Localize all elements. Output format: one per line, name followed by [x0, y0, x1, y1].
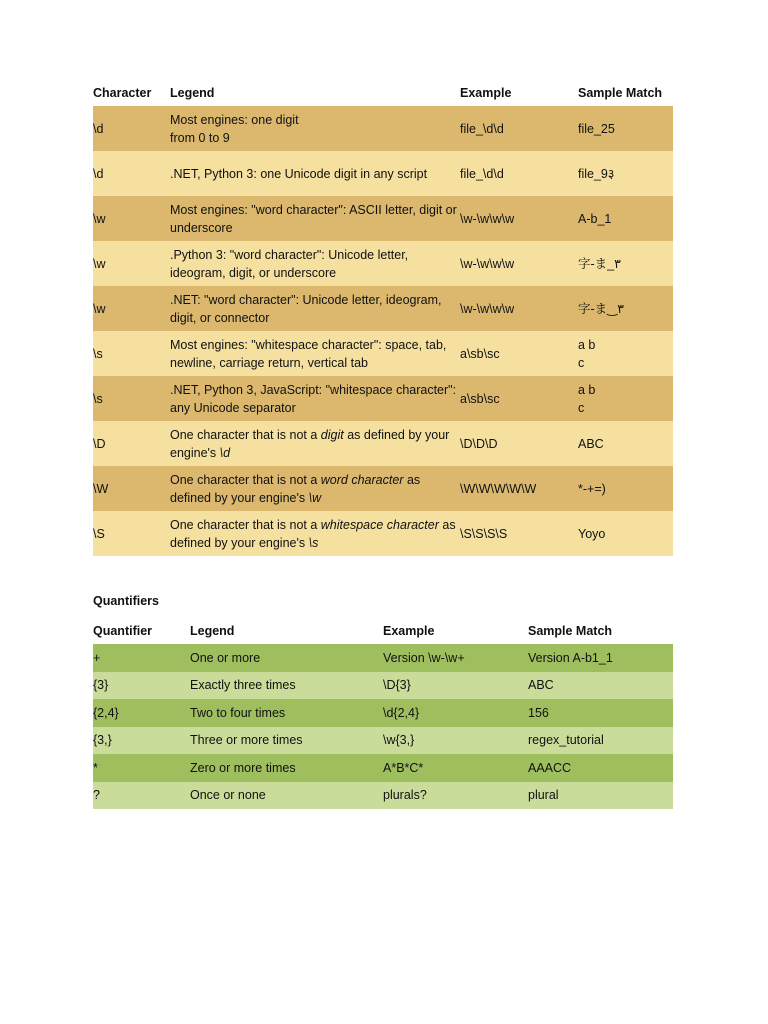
- sample-match-cell: Yoyo: [578, 526, 606, 541]
- quantifier-cell: {3}: [93, 678, 109, 693]
- table-row: [93, 782, 673, 810]
- sample-match-cell: ABC: [578, 436, 604, 451]
- legend-cell: .NET, Python 3, JavaScript: "whitespace character": any Unicode separator: [170, 382, 457, 415]
- example-cell: A*B*C*: [383, 760, 424, 775]
- example-cell: \D\D\D: [460, 436, 498, 451]
- example-cell: \S\S\S\S: [460, 526, 508, 541]
- legend-cell: One character that is not a whitespace character as defined by your engine's \s: [170, 517, 456, 550]
- header-character: Character: [93, 86, 152, 100]
- table-row: [93, 286, 673, 331]
- character-cell: \s: [93, 391, 103, 406]
- table-row: [93, 376, 673, 421]
- sample-match-cell: 156: [528, 705, 549, 720]
- sample-match-cell: plural: [528, 788, 559, 803]
- sample-match-cell: a b c: [578, 337, 596, 370]
- legend-cell: Three or more times: [190, 733, 303, 748]
- sample-match-cell: regex_tutorial: [528, 733, 604, 748]
- header-sample-match: Sample Match: [528, 624, 613, 638]
- legend-cell: .Python 3: "word character": Unicode letter, ideogram, digit, or underscore: [170, 247, 409, 280]
- table-row: [93, 151, 673, 196]
- header-legend: Legend: [170, 86, 215, 100]
- table-row: [93, 727, 673, 755]
- legend-cell: Once or none: [190, 788, 266, 803]
- sample-match-cell: 字-ま‿۳: [578, 301, 624, 316]
- character-cell: \w: [93, 211, 106, 226]
- quantifiers-title: Quantifiers: [93, 594, 159, 608]
- character-cell: \d: [93, 166, 104, 181]
- header-example: Example: [460, 86, 512, 100]
- example-cell: \d{2,4}: [383, 705, 420, 720]
- sample-match-cell: AAACC: [528, 760, 572, 775]
- character-class-table: [93, 80, 673, 556]
- table-row: [93, 644, 673, 672]
- example-cell: a\sb\sc: [460, 346, 500, 361]
- table-row: [93, 466, 673, 511]
- table-row: [93, 421, 673, 466]
- legend-cell: .NET: "word character": Unicode letter, ideogram, digit, or connector: [170, 292, 442, 325]
- sample-match-cell: file_25: [578, 121, 615, 136]
- quantifier-cell: {2,4}: [93, 705, 119, 720]
- character-cell: \w: [93, 301, 106, 316]
- example-cell: file_\d\d: [460, 166, 504, 181]
- character-cell: \s: [93, 346, 103, 361]
- table-header-row: [93, 618, 673, 644]
- quantifier-cell: *: [93, 760, 98, 775]
- quantifier-cell: {3,}: [93, 733, 112, 748]
- header-quantifier: Quantifier: [93, 624, 153, 638]
- header-legend: Legend: [190, 624, 235, 638]
- legend-cell: Two to four times: [190, 705, 286, 720]
- character-cell: \D: [93, 436, 106, 451]
- example-cell: a\sb\sc: [460, 391, 500, 406]
- header-example: Example: [383, 624, 435, 638]
- legend-cell: .NET, Python 3: one Unicode digit in any script: [170, 166, 428, 181]
- header-sample-match: Sample Match: [578, 86, 663, 100]
- table-row: [93, 511, 673, 556]
- example-cell: \w{3,}: [383, 733, 415, 748]
- sample-match-cell: 字-ま_۳: [578, 256, 621, 271]
- example-cell: \w-\w\w\w: [460, 211, 515, 226]
- legend-cell: Most engines: one digit from 0 to 9: [170, 112, 299, 145]
- table-row: [93, 241, 673, 286]
- quantifier-cell: ?: [93, 788, 100, 803]
- quantifier-cell: +: [93, 650, 101, 665]
- sample-match-cell: file_9३: [578, 166, 615, 181]
- character-cell: \w: [93, 256, 106, 271]
- sample-match-cell: *-+=): [578, 481, 606, 496]
- example-cell: \D{3}: [383, 678, 411, 693]
- table-row: [93, 196, 673, 241]
- table-row: [93, 106, 673, 151]
- table-row: [93, 331, 673, 376]
- table-row: [93, 754, 673, 782]
- legend-cell: One character that is not a word character as defined by your engine's \w: [170, 472, 421, 505]
- sample-match-cell: a b c: [578, 382, 596, 415]
- table-row: [93, 672, 673, 700]
- table-row: [93, 699, 673, 727]
- legend-cell: Exactly three times: [190, 678, 296, 693]
- legend-cell: Most engines: "word character": ASCII letter, digit or underscore: [170, 202, 457, 235]
- character-cell: \d: [93, 121, 104, 136]
- quantifier-table: [93, 618, 673, 809]
- example-cell: Version \w-\w+: [383, 650, 465, 665]
- character-cell: \W: [93, 481, 109, 496]
- example-cell: file_\d\d: [460, 121, 504, 136]
- sample-match-cell: Version A-b1_1: [528, 650, 613, 665]
- character-cell: \S: [93, 526, 105, 541]
- sample-match-cell: A-b_1: [578, 211, 612, 226]
- legend-cell: Zero or more times: [190, 760, 296, 775]
- legend-cell: Most engines: "whitespace character": space, tab, newline, carriage return, vertical tab: [170, 337, 447, 370]
- example-cell: \w-\w\w\w: [460, 301, 515, 316]
- legend-cell: One character that is not a digit as defined by your engine's \d: [170, 427, 450, 460]
- sample-match-cell: ABC: [528, 678, 554, 693]
- table-header-row: [93, 80, 673, 106]
- example-cell: \w-\w\w\w: [460, 256, 515, 271]
- example-cell: plurals?: [383, 788, 427, 803]
- example-cell: \W\W\W\W\W: [460, 481, 537, 496]
- legend-cell: One or more: [190, 650, 261, 665]
